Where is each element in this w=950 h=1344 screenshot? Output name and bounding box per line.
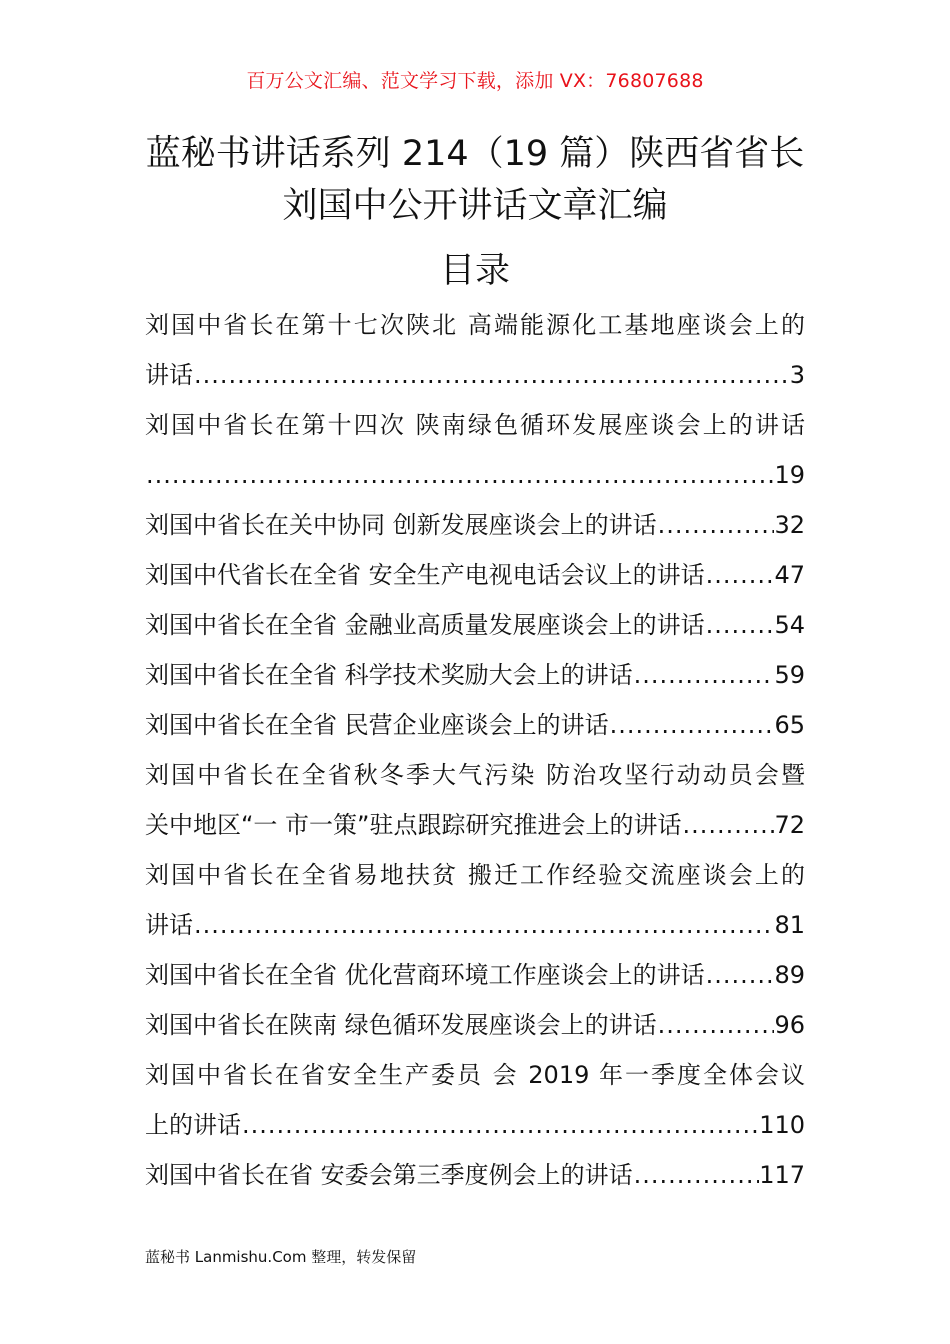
toc-page-number: 32 [774, 511, 805, 539]
toc-entry-title: 刘国中省长在陕南 绿色循环发展座谈会上的讲话 [145, 1011, 657, 1039]
toc-entry-title: 刘国中省长在省 安委会第三季度例会上的讲话 [145, 1161, 633, 1189]
toc-dot-leader [705, 950, 775, 1000]
toc-page-number: 47 [774, 561, 805, 589]
toc-entry[interactable] [145, 400, 805, 500]
toc-dot-leader [193, 350, 790, 400]
toc-dot-leader [633, 1150, 760, 1200]
toc-page-number: 72 [774, 811, 805, 839]
toc-entry[interactable] [145, 850, 805, 950]
toc-entry-title: 上的讲话 [145, 1111, 241, 1139]
toc-entry[interactable] [145, 600, 805, 650]
toc-page-number: 54 [774, 611, 805, 639]
toc-dot-leader [193, 900, 774, 950]
footer-note: 蓝秘书 Lanmishu.Com 整理，转发保留 [145, 1248, 417, 1266]
document-title [0, 128, 950, 232]
title-line-2: 刘国中公开讲话文章汇编 [282, 186, 668, 226]
toc-entry-title: 关中地区“一 市一策”驻点跟踪研究推进会上的讲话 [145, 811, 682, 839]
toc-entry-first-line: 刘国中省长在第十四次 陕南绿色循环发展座谈会上的讲话 [145, 411, 805, 439]
toc-entry-first-line: 刘国中省长在第十七次陕北 高端能源化工基地座谈会上的 [145, 311, 805, 339]
table-of-contents [145, 300, 805, 1200]
toc-page-number: 117 [759, 1161, 805, 1189]
toc-dot-leader [633, 650, 775, 700]
toc-dot-leader [241, 1100, 759, 1150]
toc-entry-title: 刘国中代省长在全省 安全生产电视电话会议上的讲话 [145, 561, 705, 589]
toc-heading: 目录 [439, 251, 510, 291]
toc-entry-title: 刘国中省长在全省 金融业高质量发展座谈会上的讲话 [145, 611, 705, 639]
toc-dot-leader [682, 800, 775, 850]
toc-page-number: 19 [774, 461, 805, 489]
toc-entry[interactable] [145, 1000, 805, 1050]
toc-entry-first-line: 刘国中省长在全省秋冬季大气污染 防治攻坚行动动员会暨 [145, 761, 805, 789]
toc-page-number: 59 [774, 661, 805, 689]
toc-entry[interactable] [145, 550, 805, 600]
toc-dot-leader [705, 600, 775, 650]
toc-page-number: 89 [774, 961, 805, 989]
toc-entry-first-line: 刘国中省长在全省易地扶贫 搬迁工作经验交流座谈会上的 [145, 861, 805, 889]
toc-entry-first-line: 刘国中省长在省安全生产委员 会 2019 年一季度全体会议 [145, 1061, 805, 1089]
toc-entry[interactable] [145, 650, 805, 700]
toc-entry-title: 刘国中省长在全省 科学技术奖励大会上的讲话 [145, 661, 633, 689]
toc-page-number: 65 [774, 711, 805, 739]
toc-entry[interactable] [145, 1150, 805, 1200]
toc-entry-title: 讲话 [145, 911, 193, 939]
toc-page-number: 3 [789, 361, 805, 389]
toc-entry[interactable] [145, 950, 805, 1000]
toc-entry[interactable] [145, 500, 805, 550]
toc-dot-leader [657, 500, 775, 550]
toc-dot-leader [705, 550, 775, 600]
toc-entry[interactable] [145, 750, 805, 850]
title-line-1: 蓝秘书讲话系列 214（19 篇）陕西省省长 [145, 134, 805, 174]
toc-page-number: 110 [759, 1111, 805, 1139]
toc-dot-leader [657, 1000, 775, 1050]
toc-dot-leader [609, 700, 775, 750]
toc-page-number: 96 [774, 1011, 805, 1039]
header-note: 百万公文汇编、范文学习下载，添加 VX：76807688 [246, 70, 704, 92]
toc-entry-title: 刘国中省长在全省 民营企业座谈会上的讲话 [145, 711, 609, 739]
toc-entry[interactable] [145, 1050, 805, 1150]
toc-entry-title: 讲话 [145, 361, 193, 389]
toc-entry-title: 刘国中省长在全省 优化营商环境工作座谈会上的讲话 [145, 961, 705, 989]
toc-page-number: 81 [774, 911, 805, 939]
toc-entry[interactable] [145, 300, 805, 400]
toc-entry-title: 刘国中省长在关中协同 创新发展座谈会上的讲话 [145, 511, 657, 539]
toc-entry[interactable] [145, 700, 805, 750]
toc-dot-leader [145, 450, 774, 500]
